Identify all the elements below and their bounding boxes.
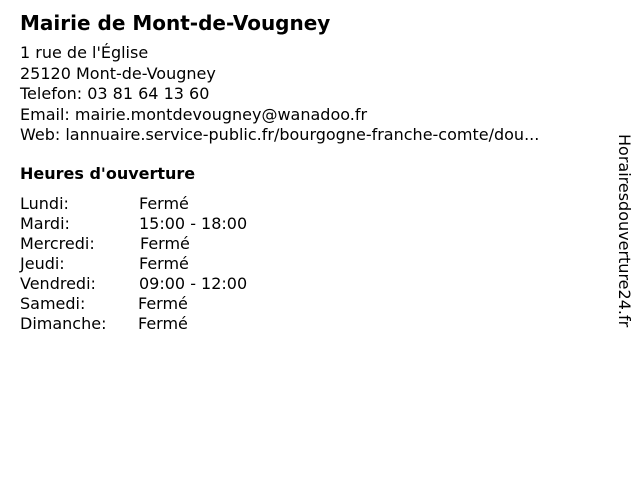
day-hours: 09:00 - 12:00: [139, 274, 248, 293]
day-label: Mercredi:: [20, 234, 95, 253]
phone-line[interactable]: Telefon: 03 81 64 13 60: [20, 84, 210, 103]
email-line[interactable]: Email: mairie.montdevougney@wanadoo.fr: [20, 104, 368, 124]
place-title: Mairie de Mont-de-Vougney: [20, 11, 331, 35]
site-watermark: Horairesdouverture24.fr: [615, 134, 634, 328]
day-label: Samedi:: [20, 294, 86, 313]
address-block: [20, 43, 539, 146]
day-label: Dimanche:: [20, 314, 107, 333]
day-label: Lundi:: [20, 194, 69, 213]
day-hours: Fermé: [138, 294, 188, 313]
day-label: Jeudi:: [20, 254, 65, 273]
day-hours: Fermé: [138, 314, 188, 333]
day-label: Vendredi:: [20, 274, 96, 293]
web-line[interactable]: Web: lannuaire.service-public.fr/bourgogne-franche-comte/dou...: [20, 125, 540, 144]
day-label: Mardi:: [20, 214, 70, 233]
day-hours: 15:00 - 18:00: [139, 214, 248, 233]
hours-heading: Heures d'ouverture: [20, 164, 196, 183]
day-hours: Fermé: [139, 194, 189, 213]
street-line: 1 rue de l'Église: [20, 43, 149, 62]
day-hours: Fermé: [140, 234, 190, 253]
city-line: 25120 Mont-de-Vougney: [20, 63, 216, 83]
day-hours: Fermé: [139, 254, 189, 273]
